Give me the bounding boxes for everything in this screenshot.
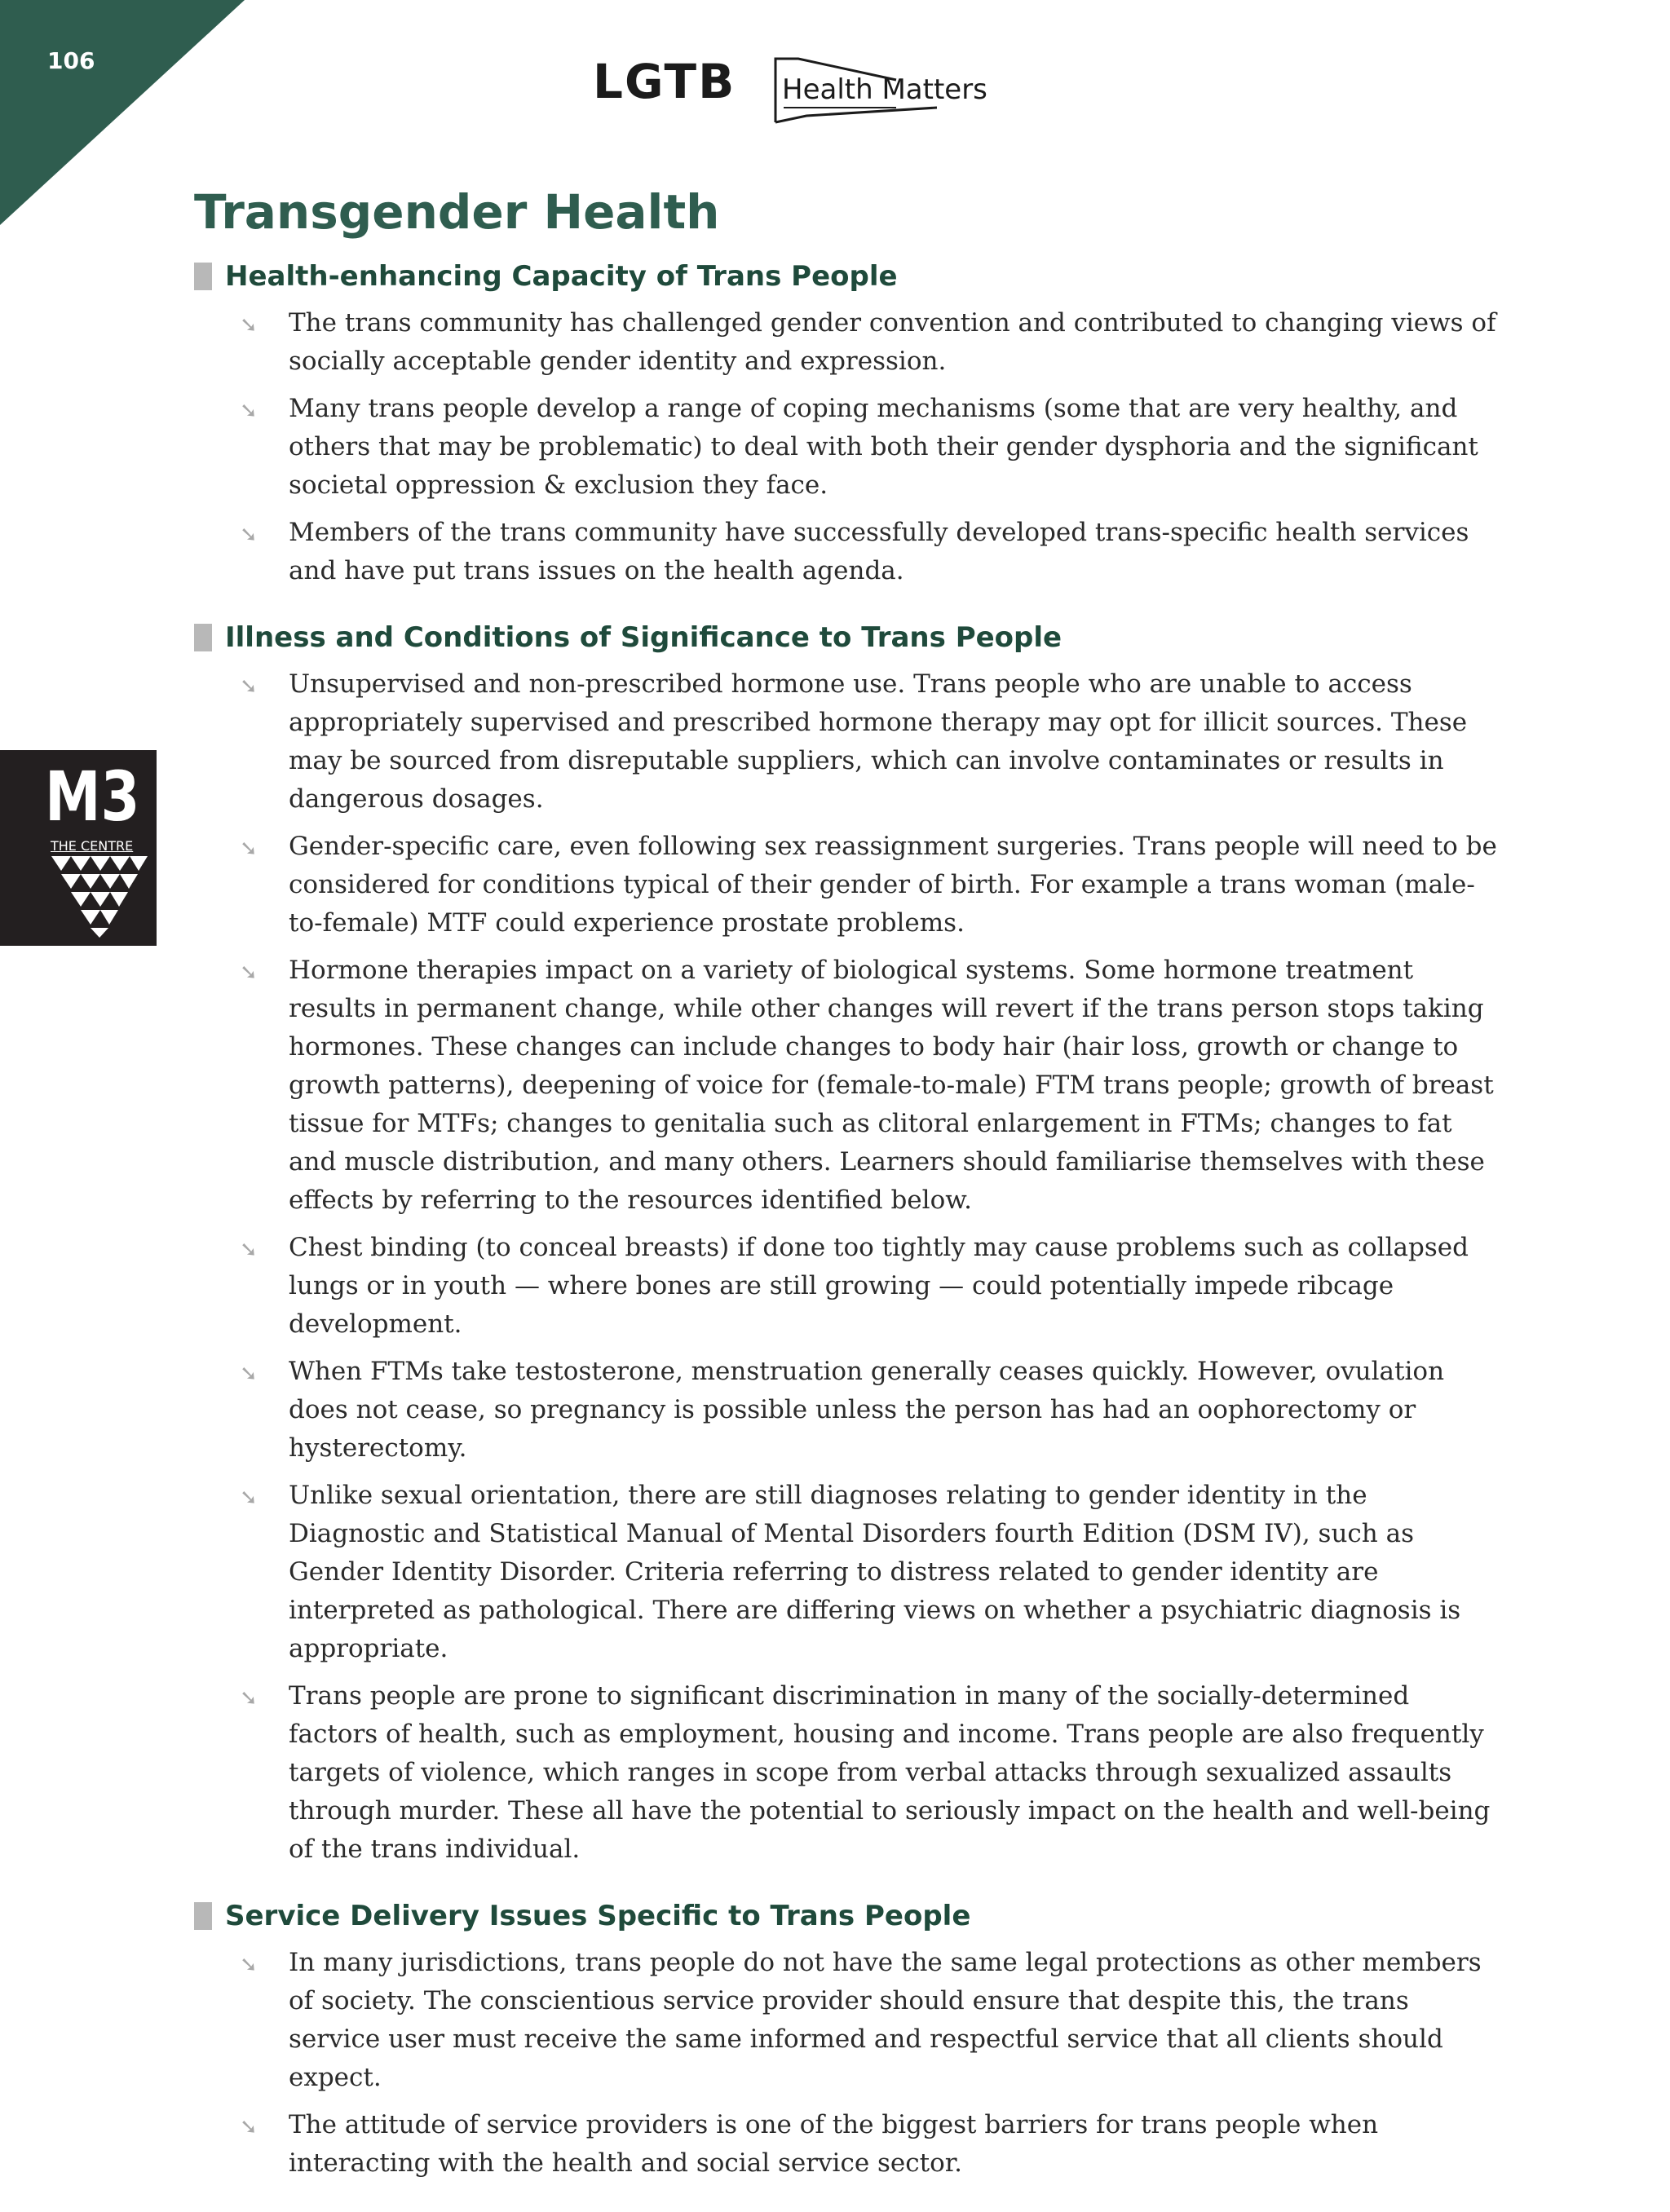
list-item <box>194 2106 1499 2183</box>
section-service-delivery <box>194 1898 1499 2183</box>
list-item <box>194 828 1499 943</box>
list-item-text: Gender-specific care, even following sex reassignment surgeries. Trans people will need to be considered for conditions typical of their gender of birth. For example a trans woman (male-to-female) MTF could experience prostate problems. <box>289 832 1497 938</box>
section-heading-text: Health-enhancing Capacity of Trans People <box>225 260 898 293</box>
list-item-text: Members of the trans community have successfully developed trans-specific health services and have put trans issues on the health agenda. <box>289 518 1469 585</box>
list-item-text: The trans community has challenged gender convention and contributed to changing views of socially acceptable gender identity and expression. <box>289 308 1496 376</box>
heading-marker <box>194 624 212 651</box>
list-item <box>194 1353 1499 1468</box>
arrow-bullet-icon: ➘ <box>240 2115 258 2139</box>
module-code: M3 <box>45 757 140 837</box>
triangle-logo-icon <box>51 856 149 938</box>
header-logo <box>593 51 1082 132</box>
section-illness-conditions <box>194 620 1499 1869</box>
list-item <box>194 951 1499 1220</box>
list-item-text: Hormone therapies impact on a variety of biological systems. Some hormone treatment results in permanent change, while other changes will revert if the trans person stops taking hormones. These changes can include changes to body hair (hair loss, growth or change to growth patterns), deepening of voice for (female-to-male) FTM trans people; growth of breast tissue for MTFs; changes to genitalia such as clitoral enlargement in FTMs; changes to fat and muscle distribution, and many others. Learners should familiarise themselves with these effects by referring to the resources identified below. <box>289 956 1494 1215</box>
page-title: Transgender Health <box>194 184 720 240</box>
list-item-text: The attitude of service providers is one of the biggest barriers for trans people when interacting with the health and social service sector. <box>289 2110 1379 2178</box>
list-item <box>194 304 1499 381</box>
list-item <box>194 665 1499 819</box>
main-content <box>194 183 1499 2212</box>
bullet-list <box>194 665 1499 1869</box>
centre-label: THE CENTRE <box>51 838 134 854</box>
list-item-text: When FTMs take testosterone, menstruation generally ceases quickly. However, ovulation does not cease, so pregnancy is possible unless the person has had an oophorectomy or hysterectomy. <box>289 1357 1445 1463</box>
module-side-tab <box>0 750 157 946</box>
section-heading <box>194 620 1499 656</box>
section-heading <box>194 1898 1499 1934</box>
heading-marker <box>194 263 212 290</box>
arrow-bullet-icon: ➘ <box>240 1238 258 1262</box>
arrow-bullet-icon: ➘ <box>240 960 258 985</box>
list-item <box>194 1944 1499 2097</box>
section-heading-text: Service Delivery Issues Specific to Trans People <box>225 1900 971 1932</box>
list-item-text: Chest binding (to conceal breasts) if done too tightly may cause problems such as collapsed lungs or in youth — where bones are still growing — could potentially impede ribcage development. <box>289 1233 1469 1339</box>
section-heading-text: Illness and Conditions of Significance to Trans People <box>225 621 1063 654</box>
logo-secondary-text: Health Matters <box>782 73 987 106</box>
list-item-text: In many jurisdictions, trans people do not have the same legal protections as other members of society. The conscientious service provider should ensure that despite this, the trans service user must receive the same informed and respectful service that all clients should expect. <box>289 1948 1482 2092</box>
heading-marker <box>194 1902 212 1930</box>
list-item <box>194 514 1499 590</box>
list-item-text: Many trans people develop a range of coping mechanisms (some that are very healthy, and others that may be problematic) to deal with both their gender dysphoria and the significant societal oppression & exclusion they face. <box>289 394 1478 500</box>
page-number: 106 <box>47 47 95 74</box>
arrow-bullet-icon: ➘ <box>240 523 258 547</box>
list-item-text: Unlike sexual orientation, there are still diagnoses relating to gender identity in the Diagnostic and Statistical Manual of Mental Disorders fourth Edition (DSM IV), such as Gender Identity Disorder. Criteria referring to distress related to gender identity are interpreted as pathological. There are differing views on whether a psychiatric diagnosis is appropriate. <box>289 1481 1461 1663</box>
list-item <box>194 390 1499 505</box>
arrow-bullet-icon: ➘ <box>240 1362 258 1386</box>
arrow-bullet-icon: ➘ <box>240 313 258 338</box>
bullet-list <box>194 304 1499 590</box>
logo-primary-text: LGTB <box>593 54 736 109</box>
arrow-bullet-icon: ➘ <box>240 674 258 699</box>
bullet-list <box>194 1944 1499 2183</box>
arrow-bullet-icon: ➘ <box>240 1686 258 1711</box>
list-item-text: Trans people are prone to significant discrimination in many of the socially-determined factors of health, such as employment, housing and income. Trans people are also frequently targets of violence, which ranges in scope from verbal attacks through sexualized assaults through murder. These all have the potential to seriously impact on the health and well-being of the trans individual. <box>289 1681 1491 1864</box>
list-item <box>194 1229 1499 1344</box>
list-item <box>194 1677 1499 1869</box>
list-item-text: Unsupervised and non-prescribed hormone use. Trans people who are unable to access appropriately supervised and prescribed hormone therapy may opt for illicit sources. These may be sourced from disreputable suppliers, which can involve contaminates or results in dangerous dosages. <box>289 669 1468 814</box>
section-heading <box>194 258 1499 294</box>
arrow-bullet-icon: ➘ <box>240 1486 258 1510</box>
list-item <box>194 1477 1499 1668</box>
arrow-bullet-icon: ➘ <box>240 399 258 423</box>
arrow-bullet-icon: ➘ <box>240 837 258 861</box>
arrow-bullet-icon: ➘ <box>240 1953 258 1977</box>
section-health-enhancing <box>194 258 1499 590</box>
